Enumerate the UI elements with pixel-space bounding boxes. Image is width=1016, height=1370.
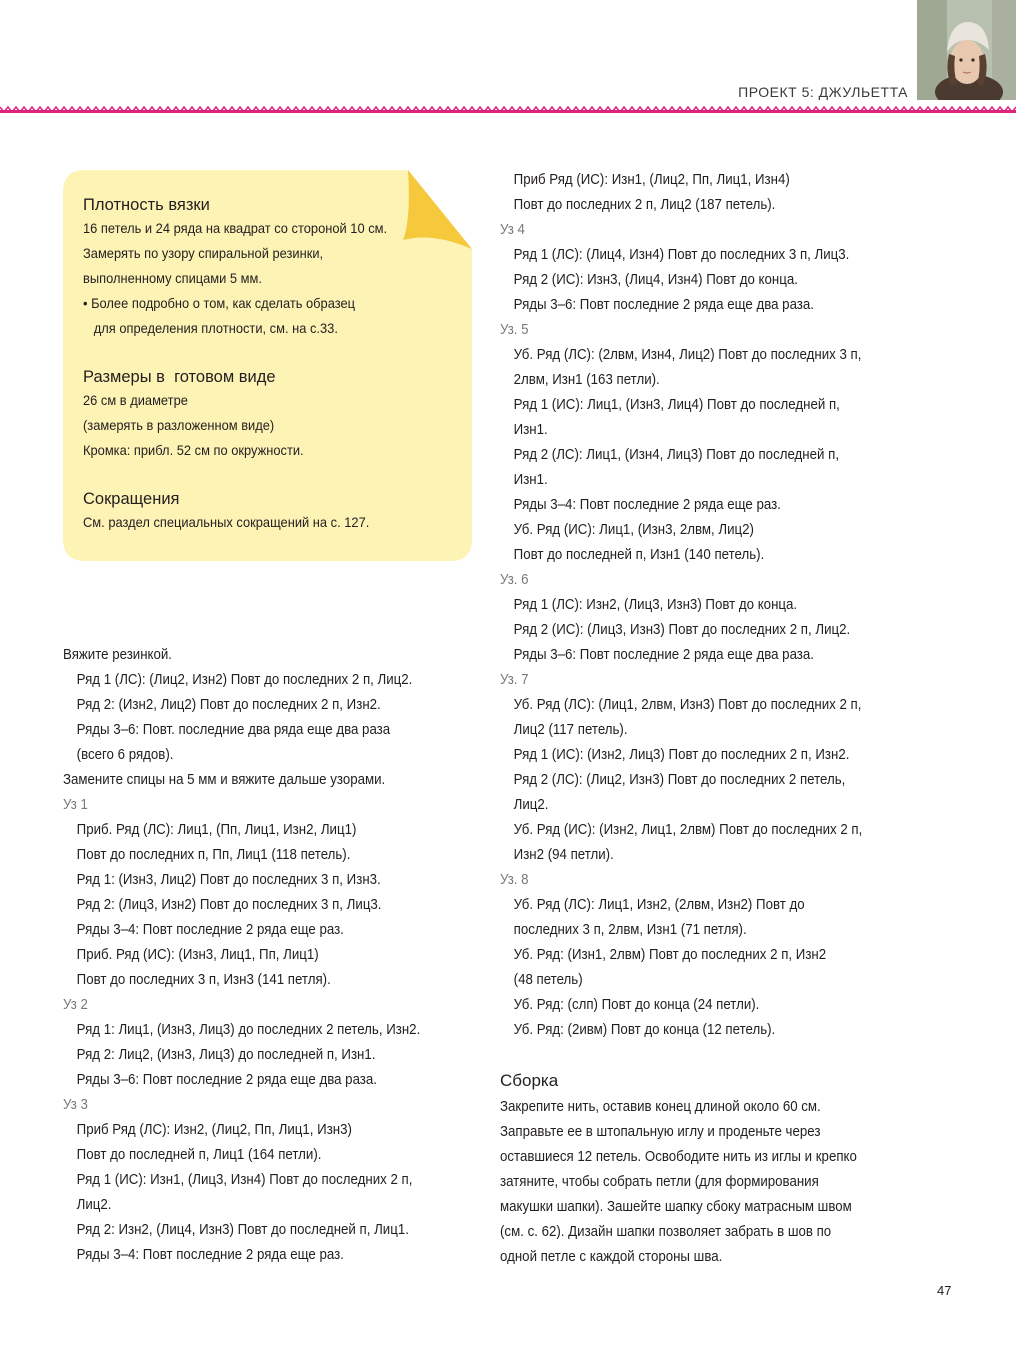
- instruction-line: Приб Ряд (ИС): Изн1, (Лиц2, Пп, Лиц1, Изн4): [513, 172, 790, 188]
- instruction-line: Изн1.: [513, 422, 548, 438]
- gauge-line: • Более подробно о том, как сделать образец: [83, 295, 356, 311]
- instruction-line: Уб. Ряд (ЛС): (2лвм, Изн4, Лиц2) Повт до последних 3 п,: [513, 347, 862, 363]
- assembly-line: Закрепите нить, оставив конец длиной около 60 см.: [500, 1099, 821, 1115]
- instruction-line: Лиц2.: [513, 797, 549, 813]
- instruction-line: Ряд 2: Лиц2, (Изн3, Лиц3) до последней п, Изн1.: [76, 1047, 376, 1063]
- page-header-title: ПРОЕКТ 5: ДЖУЛЬЕТТА: [738, 84, 908, 100]
- assembly-line: одной петле с каждой стороны шва.: [500, 1249, 723, 1265]
- instruction-line: (всего 6 рядов).: [76, 747, 174, 763]
- instruction-line: Ряды 3–6: Повт последние 2 ряда еще два раза.: [76, 1072, 377, 1088]
- instruction-line: Ряды 3–4: Повт последние 2 ряда еще раз.: [513, 497, 781, 513]
- instruction-line: Ряд 1 (ЛС): (Лиц4, Изн4) Повт до последних 3 п, Лиц3.: [513, 247, 850, 263]
- instruction-line: Повт до последних 3 п, Изн3 (141 петля).: [76, 972, 331, 988]
- instruction-line: Ряд 2 (ИС): (Лиц3, Изн3) Повт до последних 2 п, Лиц2.: [513, 622, 851, 638]
- instruction-line: Замените спицы на 5 мм и вяжите дальше узорами.: [63, 772, 386, 788]
- pattern-section-heading: Уз 1: [63, 797, 88, 813]
- instruction-line: Ряд 1 (ИС): (Изн2, Лиц3) Повт до последних 2 п, Изн2.: [513, 747, 850, 763]
- instruction-line: Уб. Ряд: (2ивм) Повт до конца (12 петель).: [513, 1022, 776, 1038]
- decorative-zigzag-border: [0, 101, 1016, 115]
- instruction-line: Ряд 1 (ИС): Изн1, (Лиц3, Изн4) Повт до последних 2 п,: [76, 1172, 413, 1188]
- instructions-right-column: [500, 168, 898, 1043]
- pattern-section-heading: Уз 4: [500, 222, 525, 238]
- instruction-line: Уб. Ряд (ЛС): (Лиц1, 2лвм, Изн3) Повт до последних 2 п,: [513, 697, 862, 713]
- instruction-line: Вяжите резинкой.: [63, 647, 172, 663]
- instruction-line: 2лвм, Изн1 (163 петли).: [513, 372, 660, 388]
- instruction-line: Ряд 2 (ЛС): (Лиц2, Изн3) Повт до последних 2 петель,: [513, 772, 846, 788]
- size-line: 26 см в диаметре: [83, 392, 188, 408]
- assembly-line: затяните, чтобы собрать петли (для формирования: [500, 1174, 819, 1190]
- pattern-section-heading: Уз 3: [63, 1097, 88, 1113]
- instruction-line: Повт до последних п, Пп, Лиц1 (118 петель).: [76, 847, 351, 863]
- assembly-line: макушки шапки). Зашейте шапку сбоку матрасным швом: [500, 1199, 852, 1215]
- size-line: Кромка: прибл. 52 см по окружности.: [83, 442, 304, 458]
- assembly-line: (см. с. 62). Дизайн шапки позволяет забрать в шов по: [500, 1224, 832, 1240]
- instruction-line: Ряды 3–4: Повт последние 2 ряда еще раз.: [76, 922, 344, 938]
- assembly-section: [500, 1068, 892, 1270]
- instruction-line: Повт до последней п, Лиц1 (164 петли).: [76, 1147, 322, 1163]
- instruction-line: Повт до последних 2 п, Лиц2 (187 петель).: [513, 197, 776, 213]
- assembly-line: оставшиеся 12 петель. Освободите нить из иглы и крепко: [500, 1149, 857, 1165]
- instruction-line: Ряды 3–6: Повт последние 2 ряда еще два раза.: [513, 647, 814, 663]
- header-photo: [917, 0, 1016, 100]
- size-line: (замерять в разложенном виде): [83, 417, 275, 433]
- gauge-line: 16 петель и 24 ряда на квадрат со стороной 10 см.: [83, 220, 388, 236]
- pattern-section-heading: Уз 2: [63, 997, 88, 1013]
- instruction-line: Изн1.: [513, 472, 548, 488]
- instruction-line: Ряды 3–6: Повт последние 2 ряда еще два раза.: [513, 297, 814, 313]
- instruction-line: Изн2 (94 петли).: [513, 847, 614, 863]
- instruction-line: Ряд 2 (ЛС): Лиц1, (Изн4, Лиц3) Повт до последней п,: [513, 447, 840, 463]
- instruction-line: Лиц2.: [76, 1197, 112, 1213]
- gauge-line: Замерять по узору спиральной резинки,: [83, 245, 324, 261]
- instruction-line: Ряды 3–6: Повт. последние два ряда еще два раза: [76, 722, 391, 738]
- instruction-line: Ряд 1 (ЛС): (Лиц2, Изн2) Повт до последних 2 п, Лиц2.: [76, 672, 413, 688]
- instruction-line: Ряд 2: Изн2, (Лиц4, Изн3) Повт до последней п, Лиц1.: [76, 1222, 409, 1238]
- instruction-line: Приб. Ряд (ЛС): Лиц1, (Пп, Лиц1, Изн2, Лиц1): [76, 822, 357, 838]
- instruction-line: Ряды 3–4: Повт последние 2 ряда еще раз.: [76, 1247, 344, 1263]
- instruction-line: Уб. Ряд (ЛС): Лиц1, Изн2, (2лвм, Изн2) Повт до: [513, 897, 805, 913]
- page-number: 47: [937, 1283, 952, 1298]
- pattern-section-heading: Уз. 5: [500, 322, 529, 338]
- instruction-line: Уб. Ряд: (слп) Повт до конца (24 петли).: [513, 997, 760, 1013]
- abbreviations-heading: Сокращения: [83, 490, 180, 508]
- pattern-section-heading: Уз. 7: [500, 672, 529, 688]
- instruction-line: Уб. Ряд: (Изн1, 2лвм) Повт до последних 2 п, Изн2: [513, 947, 827, 963]
- info-box: [63, 170, 472, 561]
- gauge-heading: Плотность вязки: [83, 196, 210, 214]
- assembly-heading: Сборка: [500, 1071, 559, 1090]
- instruction-line: Ряд 1: Лиц1, (Изн3, Лиц3) до последних 2 петель, Изн2.: [76, 1022, 421, 1038]
- instruction-line: Повт до последней п, Изн1 (140 петель).: [513, 547, 765, 563]
- abbreviations-line: См. раздел специальных сокращений на с. 127.: [83, 514, 370, 530]
- instruction-line: последних 3 п, 2лвм, Изн1 (71 петля).: [513, 922, 747, 938]
- gauge-line: для определения плотности, см. на с.33.: [83, 320, 338, 336]
- instruction-line: Ряд 2 (ИС): Изн3, (Лиц4, Изн4) Повт до конца.: [513, 272, 798, 288]
- instruction-line: Ряд 2: (Лиц3, Изн2) Повт до последних 3 п, Лиц3.: [76, 897, 382, 913]
- size-heading: Размеры в готовом виде: [83, 368, 276, 386]
- instruction-line: Уб. Ряд (ИС): Лиц1, (Изн3, 2лвм, Лиц2): [513, 522, 754, 538]
- instruction-line: Ряд 2: (Изн2, Лиц2) Повт до последних 2 п, Изн2.: [76, 697, 381, 713]
- instruction-line: Ряд 1: (Изн3, Лиц2) Повт до последних 3 п, Изн3.: [76, 872, 381, 888]
- instruction-line: (48 петель): [513, 972, 583, 988]
- gauge-line: выполненному спицами 5 мм.: [83, 270, 262, 286]
- instruction-line: Приб. Ряд (ИС): (Изн3, Лиц1, Пп, Лиц1): [76, 947, 319, 963]
- instruction-line: Уб. Ряд (ИС): (Изн2, Лиц1, 2лвм) Повт до последних 2 п,: [513, 822, 863, 838]
- instruction-line: Ряд 1 (ИС): Лиц1, (Изн3, Лиц4) Повт до последней п,: [513, 397, 840, 413]
- instruction-line: Ряд 1 (ЛС): Изн2, (Лиц3, Изн3) Повт до конца.: [513, 597, 798, 613]
- assembly-line: Заправьте ее в штопальную иглу и проденьте через: [500, 1124, 821, 1140]
- instruction-line: Приб Ряд (ЛС): Изн2, (Лиц2, Пп, Лиц1, Изн3): [76, 1122, 352, 1138]
- pattern-section-heading: Уз. 6: [500, 572, 529, 588]
- instructions-left-column: [63, 643, 456, 1268]
- pattern-section-heading: Уз. 8: [500, 872, 529, 888]
- instruction-line: Лиц2 (117 петель).: [513, 722, 628, 738]
